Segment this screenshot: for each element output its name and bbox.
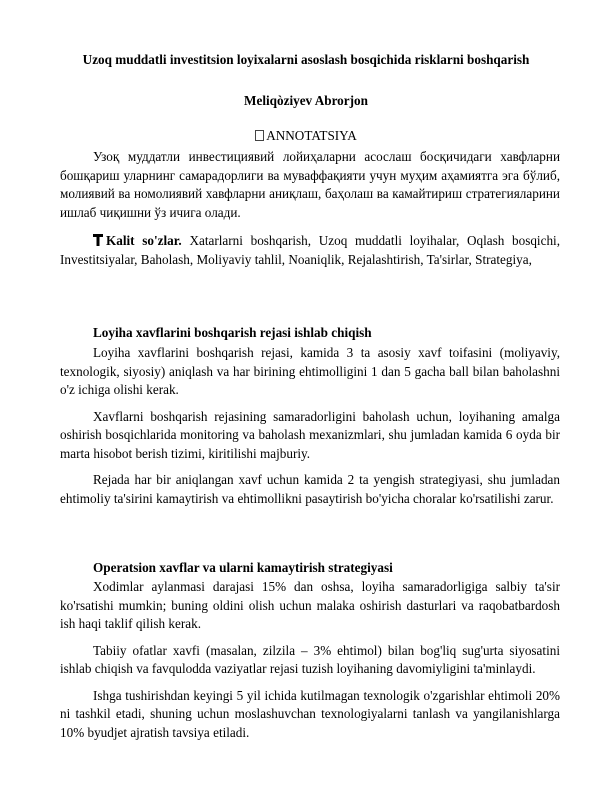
section1-paragraph-1: Loyiha xavflarini boshqarish rejasi, kamida 3 ta asosiy xavf toifasini (moliyaviy, texnologik, siyosiy) aniqlash va har birining ehtimolligini 1 dan 5 gacha ball bilan baholashni o'z ichiga olishi kerak. <box>60 345 560 397</box>
section2-paragraph-1: Xodimlar aylanmasi darajasi 15% dan oshsa, loyiha samaradorligiga salbiy ta'sir ko'rsatishi mumkin; buning oldini olish uchun malaka oshirish dasturlari va raqobatbardosh ish haqi taklif qilish kerak. <box>60 579 560 631</box>
annotation-label: ANNOTATSIYA <box>266 128 357 143</box>
abstract-text: Узоқ муддатли инвестициявий лойиҳаларни асослаш босқичидаги хавфларни бошқариш уларнинг самарадорлиги ва муваффақияти учун муҳим аҳамиятга эга бўлиб, молиявий ва номолиявий хавфларни аниқлаш, баҳолаш ва камайтириш стратегияларини ишлаб чиқишни ўз ичига олади. <box>60 149 560 220</box>
section1-paragraph-3: Rejada har bir aniqlangan xavf uchun kamida 2 ta yengish strategiyasi, shu jumladan ehtimoliy ta'sirini kamaytirish va ehtimollikni pasaytirish bo'yicha choralar ko'rsatilishi zarur. <box>60 472 560 506</box>
section2-body <box>60 578 560 742</box>
pin-icon <box>93 234 103 246</box>
section1-body <box>60 344 560 508</box>
annotation-heading <box>40 128 572 144</box>
section-heading-risk-plan: Loyiha xavflarini boshqarish rejasi ishlab chiqish <box>93 325 372 340</box>
abstract-block <box>60 148 560 222</box>
author-name: Meliqòziyev Abrorjon <box>244 93 368 108</box>
section2-paragraph-2: Tabiiy ofatlar xavfi (masalan, zilzila – 3% ehtimol) bilan bog'liq sug'urta siyosatini ishlab chiqish va favqulodda vaziyatlar rejasi tuzish loyihaning davomiyligini ta'minlaydi. <box>60 642 560 676</box>
section1-paragraph-2: Xavflarni boshqarish rejasining samaradorligini baholash uchun, loyihaning amalga oshirish bosqichlarida monitoring va baholash mexanizmlari, shu jumladan kamida 6 oyda bir marta hisobot berish tizimi, kiritilishi majburiy. <box>60 408 560 461</box>
keywords-block <box>60 232 560 269</box>
section-heading-operational-risks: Operatsion xavflar va ularni kamaytirish strategiyasi <box>93 560 393 575</box>
keywords-label: Kalit so'zlar. <box>106 233 182 248</box>
keywords-text: Xatarlarni boshqarish, Uzoq muddatli loyihalar, Oqlash bosqichi, Investitsiyalar, Baholash, Moliyaviy tahlil, Noaniqlik, Rejalashtirish, Ta'sirlar, Strategiya, <box>60 233 561 267</box>
missing-glyph-icon <box>255 130 264 141</box>
section2-paragraph-3: Ishga tushirishdan keyingi 5 yil ichida kutilmagan texnologik o'zgarishlar ehtimoli 20% ni tashkil etadi, shuning uchun moslashuvchan texnologiyalarni tanlash va yangilanishlarga 10% byudjet ajratish tavsiya etiladi. <box>60 687 560 740</box>
paper-title: Uzoq muddatli investitsion loyixalarni asoslash bosqichida risklarni boshqarish <box>82 52 530 67</box>
keywords-paragraph <box>60 232 560 269</box>
